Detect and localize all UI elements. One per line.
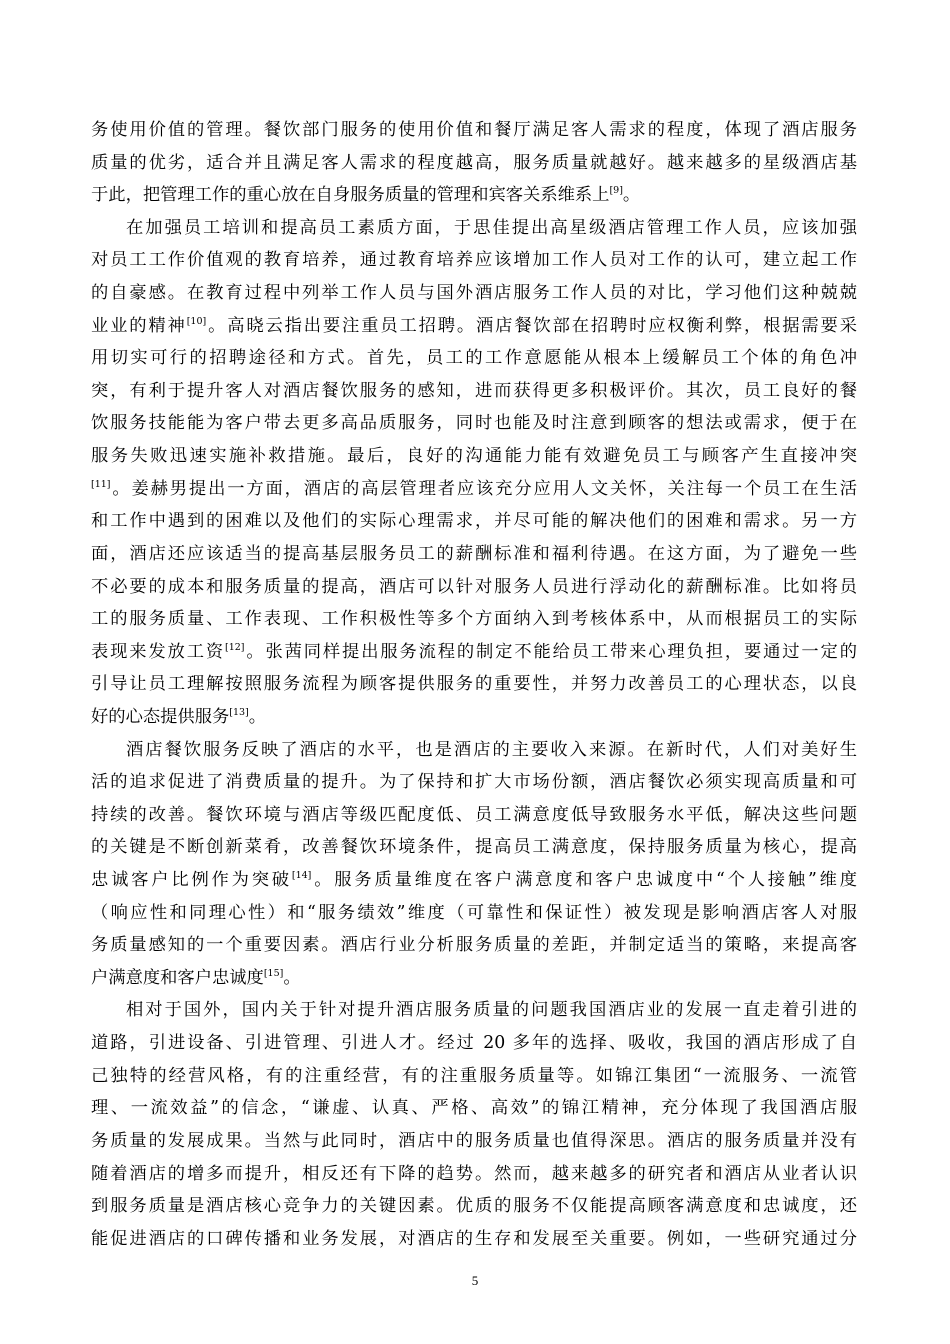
- text-segment: 。: [283, 967, 301, 988]
- citation-reference: [12]: [224, 641, 245, 653]
- text-segment: 务质量的发展成果。当然与此同时，酒店中的服务质量也值得深思。酒店的服务质量并没有: [91, 1130, 857, 1151]
- text-segment: （响应性和同理心性）和“服务绩效”维度（可靠性和保证性）被发现是影响酒店客人对服: [91, 902, 857, 923]
- text-line: [91, 1158, 857, 1191]
- text-line: [91, 114, 857, 147]
- text-line: [91, 179, 857, 212]
- body-text: [91, 114, 857, 1255]
- text-segment: 己独特的经营风格，有的注重经营，有的注重服务质量等。如锦江集团“一流服务、一流管: [91, 1065, 857, 1086]
- text-line: [91, 375, 857, 408]
- text-segment: 。高晓云指出要注重员工招聘。酒店餐饮部在招聘时应权衡利弊，根据需要采: [206, 315, 857, 336]
- text-segment: 酒店餐饮服务反映了酒店的水平，也是酒店的主要收入来源。在新时代，人们对美好生: [126, 739, 857, 760]
- text-segment: 。服务质量维度在客户满意度和客户忠诚度中“个人接触”维度: [311, 870, 857, 891]
- text-segment: 持续的改善。餐饮环境与酒店等级匹配度低、员工满意度低导致服务水平低，解决这些问题: [91, 804, 857, 825]
- text-segment: 。姜赫男提出一方面，酒店的高层管理者应该充分应用人文关怀，关注每一个员工在生活: [110, 478, 857, 499]
- citation-reference: [14]: [291, 870, 312, 882]
- text-line: [91, 473, 857, 506]
- text-line: [91, 244, 857, 277]
- text-line: [91, 1190, 857, 1223]
- text-segment: 。: [622, 185, 641, 206]
- text-segment: 相对于国外，国内关于针对提升酒店服务质量的问题我国酒店业的发展一直走着引进的: [126, 1000, 857, 1021]
- text-line: [91, 701, 857, 734]
- text-line: [91, 212, 857, 245]
- text-line: [91, 668, 857, 701]
- text-line: [91, 147, 857, 180]
- text-segment: 于此，把管理工作的重心放在自身服务质量的管理和宾客关系维系上: [91, 185, 610, 206]
- text-line: [91, 407, 857, 440]
- text-segment: 到服务质量是酒店核心竞争力的关键因素。优质的服务不仅能提高顾客满意度和忠诚度，还: [91, 1196, 857, 1217]
- text-line: [91, 636, 857, 669]
- citation-reference: [10]: [186, 315, 207, 327]
- text-segment: 道路，引进设备、引进管理、引进人才。经过 20 多年的选择、吸收，我国的酒店形成了自: [91, 1033, 857, 1054]
- text-segment: 工的服务质量、工作表现、工作积极性等多个方面纳入到考核体系中，从而根据员工的实际: [91, 609, 857, 630]
- text-line: [91, 277, 857, 310]
- text-segment: 的自豪感。在教育过程中列举工作人员与国外酒店服务工作人员的对比，学习他们这种兢兢: [91, 283, 857, 304]
- text-line: [91, 929, 857, 962]
- text-segment: 引导让员工理解按照服务流程为顾客提供服务的重要性，并努力改善员工的心理状态，以良: [91, 674, 857, 695]
- text-line: [91, 342, 857, 375]
- text-line: [91, 440, 857, 473]
- text-line: [91, 571, 857, 604]
- text-line: [91, 505, 857, 538]
- text-segment: 随着酒店的增多而提升，相反还有下降的趋势。然而，越来越多的研究者和酒店从业者认识: [91, 1163, 857, 1184]
- text-line: [91, 831, 857, 864]
- text-segment: 业业的精神: [91, 315, 187, 336]
- text-line: [91, 962, 857, 995]
- text-segment: 面，酒店还应该适当的提高基层服务员工的薪酬标准和福利待遇。在这方面，为了避免一些: [91, 543, 857, 564]
- text-segment: 服务失败迅速实施补救措施。最后，良好的沟通能力能有效避免员工与顾客产生直接冲突: [91, 446, 857, 467]
- text-segment: 的关键是不断创新菜肴，改善餐饮环境条件，提高员工满意度，保持服务质量为核心，提高: [91, 837, 857, 858]
- text-segment: 活的追求促进了消费质量的提升。为了保持和扩大市场份额，酒店餐饮必须实现高质量和可: [91, 772, 857, 793]
- text-line: [91, 1092, 857, 1125]
- text-segment: 理、一流效益”的信念，“谦虚、认真、严格、高效”的锦江精神，充分体现了我国酒店服: [91, 1098, 857, 1119]
- text-line: [91, 897, 857, 930]
- text-line: [91, 1223, 857, 1256]
- text-line: [91, 1125, 857, 1158]
- text-segment: 好的心态提供服务: [91, 706, 230, 727]
- citation-reference: [11]: [91, 478, 111, 490]
- text-segment: 务使用价值的管理。餐饮部门服务的使用价值和餐厅满足客人需求的程度，体现了酒店服务: [91, 120, 857, 140]
- text-segment: 能促进酒店的口碑传播和业务发展，对酒店的生存和发展至关重要。例如，一些研究通过分: [91, 1228, 857, 1249]
- text-segment: 表现来发放工资: [91, 641, 225, 662]
- text-segment: 户满意度和客户忠诚度: [91, 967, 264, 988]
- text-line: [91, 538, 857, 571]
- text-line: [91, 310, 857, 343]
- text-line: [91, 994, 857, 1027]
- text-segment: 。张茜同样提出服务流程的制定不能给员工带来心理负担，要通过一定的: [244, 641, 857, 662]
- citation-reference: [13]: [229, 706, 249, 718]
- text-segment: 务质量感知的一个重要因素。酒店行业分析服务质量的差距，并制定适当的策略，来提高客: [91, 935, 857, 956]
- citation-reference: [15]: [263, 967, 284, 979]
- text-line: [91, 864, 857, 897]
- text-segment: 突，有利于提升客人对酒店餐饮服务的感知，进而获得更多积极评价。其次，员工良好的餐: [91, 380, 857, 401]
- text-line: [91, 734, 857, 767]
- text-segment: 不必要的成本和服务质量的提高，酒店可以针对服务人员进行浮动化的薪酬标准。比如将员: [91, 576, 857, 597]
- text-line: [91, 603, 857, 636]
- text-line: [91, 799, 857, 832]
- text-line: [91, 1027, 857, 1060]
- page-number: 5: [471, 1273, 479, 1288]
- text-segment: 质量的优劣，适合并且满足客人需求的程度越高，服务质量就越好。越来越多的星级酒店基: [91, 152, 857, 173]
- text-segment: 饮服务技能能为客户带去更多高品质服务，同时也能及时注意到顾客的想法或需求，便于在: [91, 413, 857, 434]
- text-segment: 在加强员工培训和提高员工素质方面，于思佳提出高星级酒店管理工作人员，应该加强: [126, 217, 857, 238]
- text-line: [91, 766, 857, 799]
- text-segment: 对员工工作价值观的教育培养，通过教育培养应该增加工作人员对工作的认可，建立起工作: [91, 250, 857, 271]
- citation-reference: [9]: [609, 185, 623, 197]
- text-segment: 用切实可行的招聘途径和方式。首先，员工的工作意愿能从根本上缓解员工个体的角色冲: [91, 348, 857, 369]
- text-segment: 和工作中遇到的困难以及他们的实际心理需求，并尽可能的解决他们的困难和需求。另一方: [91, 511, 857, 532]
- text-segment: 忠诚客户比例作为突破: [91, 870, 292, 891]
- text-segment: 。: [248, 706, 267, 727]
- text-line: [91, 1060, 857, 1093]
